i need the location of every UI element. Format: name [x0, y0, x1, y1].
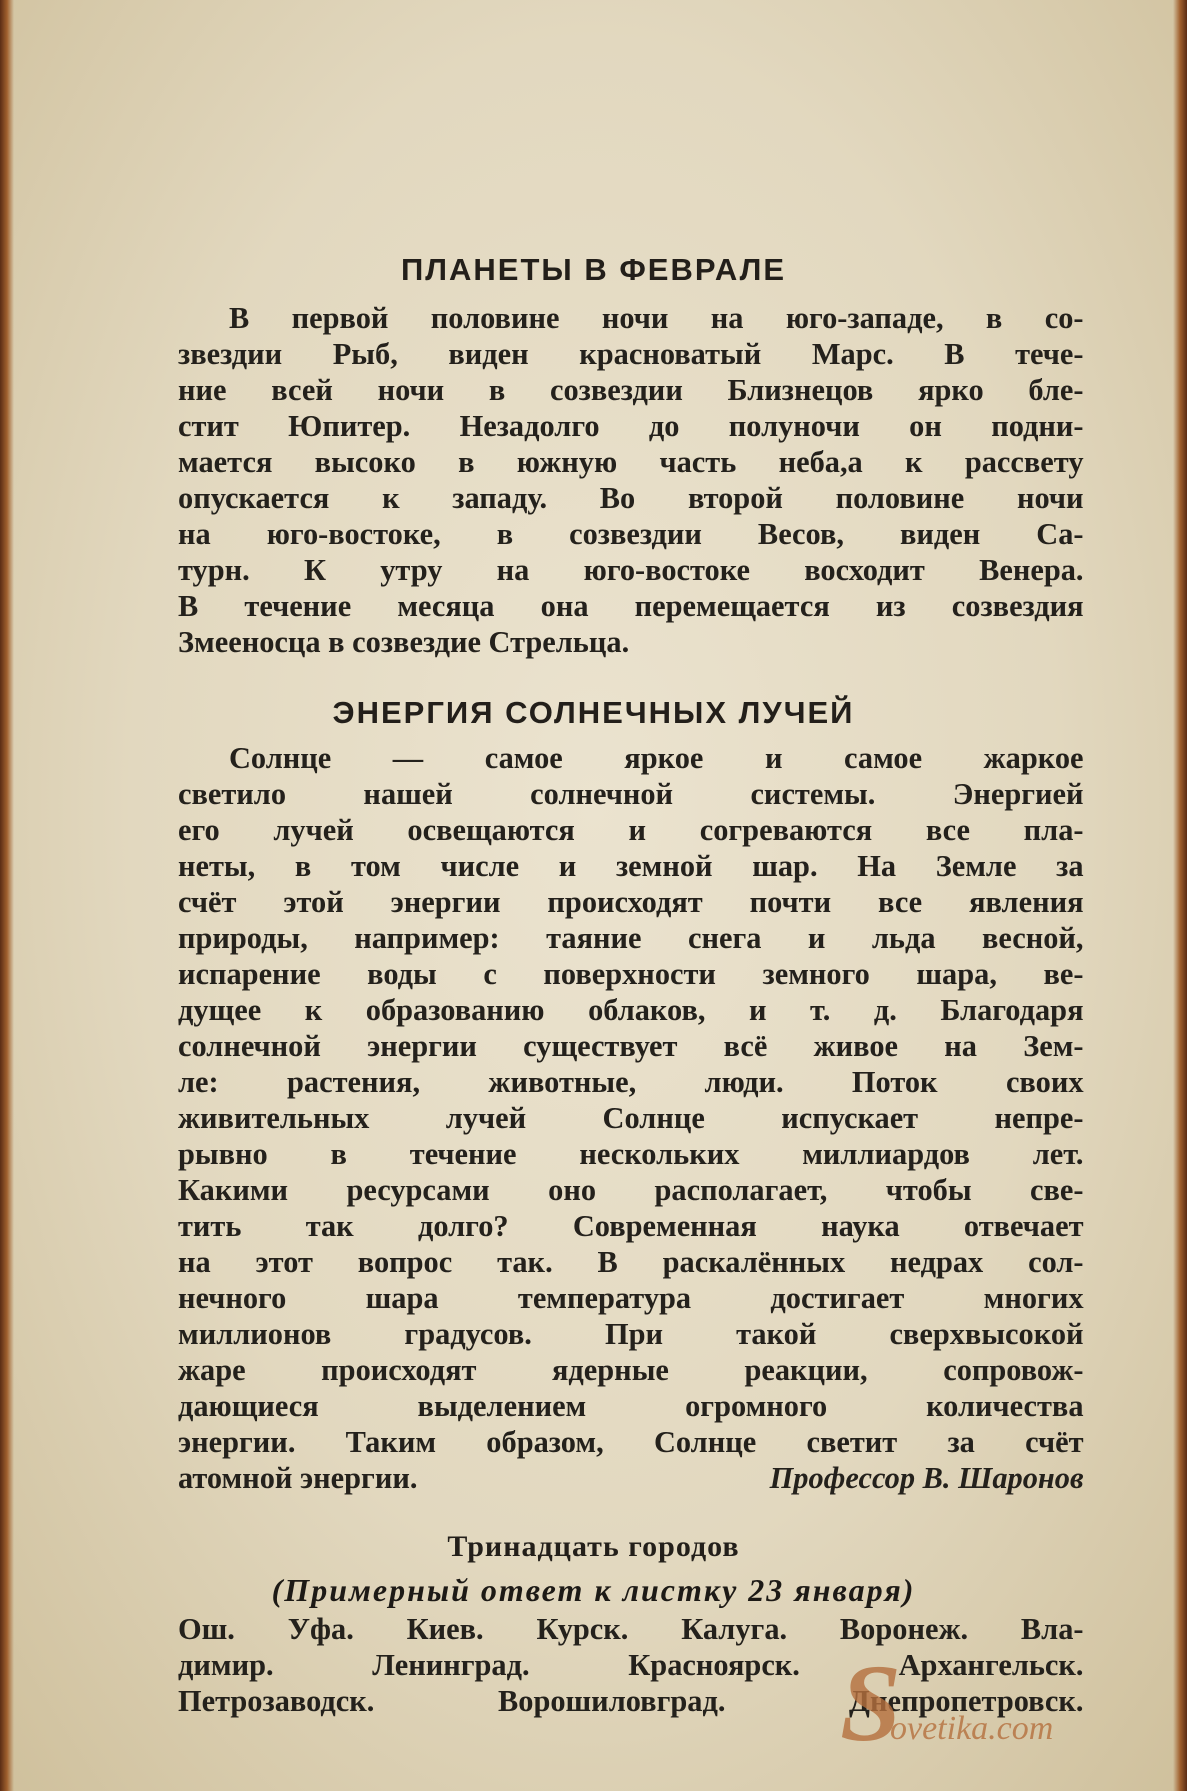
text-line: светило нашей солнечной системы. Энергией	[178, 776, 1084, 811]
text-line: рывно в течение нескольких миллиардов лет.	[178, 1136, 1084, 1171]
section-title-cities: Тринадцать городов	[447, 1530, 740, 1563]
text-line: неты, в том числе и земной шар. На Земле за	[178, 848, 1084, 883]
text-line: на этот вопрос так. В раскалённых недрах сол-	[178, 1244, 1084, 1279]
text-line: солнечной энергии существует всё живое на Зем-	[178, 1028, 1084, 1063]
text-line: живительных лучей Солнце испускает непре-	[178, 1100, 1084, 1135]
planets-paragraph	[178, 300, 1102, 660]
text-line: ние всей ночи в созвездии Близнецов ярко бле-	[178, 372, 1084, 407]
text-line: испарение воды с поверхности земного шара, ве-	[178, 956, 1084, 991]
text-line: миллионов градусов. При такой сверхвысокой	[178, 1316, 1084, 1351]
solar-energy-paragraph	[178, 740, 1102, 1460]
text-line: на юго-востоке, в созвездии Весов, виден Са-	[178, 516, 1084, 551]
text-line: Петрозаводск. Ворошиловград. Днепропетровск.	[178, 1683, 1084, 1718]
text-line: жаре происходят ядерные реакции, сопровож-	[178, 1352, 1084, 1387]
last-line: атомной энергии.	[178, 1460, 418, 1495]
cities-subtitle: (Примерный ответ к листку 23 января)	[271, 1572, 916, 1608]
text-line: тить так долго? Современная наука отвечает	[178, 1208, 1084, 1243]
text-line: В течение месяца она перемещается из созвездия	[178, 588, 1084, 623]
text-line: димир. Ленинград. Красноярск. Архангельск.	[178, 1647, 1084, 1682]
text-line: природы, например: таяние снега и льда весной,	[178, 920, 1084, 955]
text-line: энергии. Таким образом, Солнце светит за счёт	[178, 1424, 1084, 1459]
text-line: нечного шара температура достигает многих	[178, 1280, 1084, 1315]
text-line: Солнце — самое яркое и самое жаркое	[228, 740, 1084, 775]
text-line: дающиеся выделением огромного количества	[178, 1388, 1084, 1423]
section-title-planets: ПЛАНЕТЫ В ФЕВРАЛЕ	[400, 252, 787, 287]
text-line: В первой половине ночи на юго-западе, в со-	[228, 300, 1084, 335]
text-line: опускается к западу. Во второй половине ночи	[178, 480, 1084, 515]
text-line: счёт этой энергии происходят почти все явления	[178, 884, 1084, 919]
text-line: Ош. Уфа. Киев. Курск. Калуга. Воронеж. Вла-	[178, 1611, 1084, 1646]
text-line: его лучей освещаются и согреваются все пла-	[178, 812, 1084, 847]
text-line: мается высоко в южную часть неба,а к рассвету	[178, 444, 1084, 479]
text-line: дущее к образованию облаков, и т. д. Благодаря	[178, 992, 1084, 1027]
text-line: Какими ресурсами оно располагает, чтобы све-	[178, 1172, 1084, 1207]
section-title-solar-energy: ЭНЕРГИЯ СОЛНЕЧНЫХ ЛУЧЕЙ	[332, 695, 855, 730]
cities-list	[178, 1610, 1102, 1718]
text-line: турн. К утру на юго-востоке восходит Венера.	[178, 552, 1084, 587]
signature-line	[178, 1460, 1102, 1496]
text-line: звездии Рыб, виден красноватый Марс. В тече-	[178, 336, 1084, 371]
text-line: стит Юпитер. Незадолго до полуночи он подни-	[178, 408, 1084, 443]
text-line: ле: растения, животные, люди. Поток своих	[178, 1064, 1084, 1099]
author-signature: Профессор В. Шаронов	[769, 1460, 1084, 1495]
text-line: Змееносца в созвездие Стрельца.	[178, 624, 630, 659]
